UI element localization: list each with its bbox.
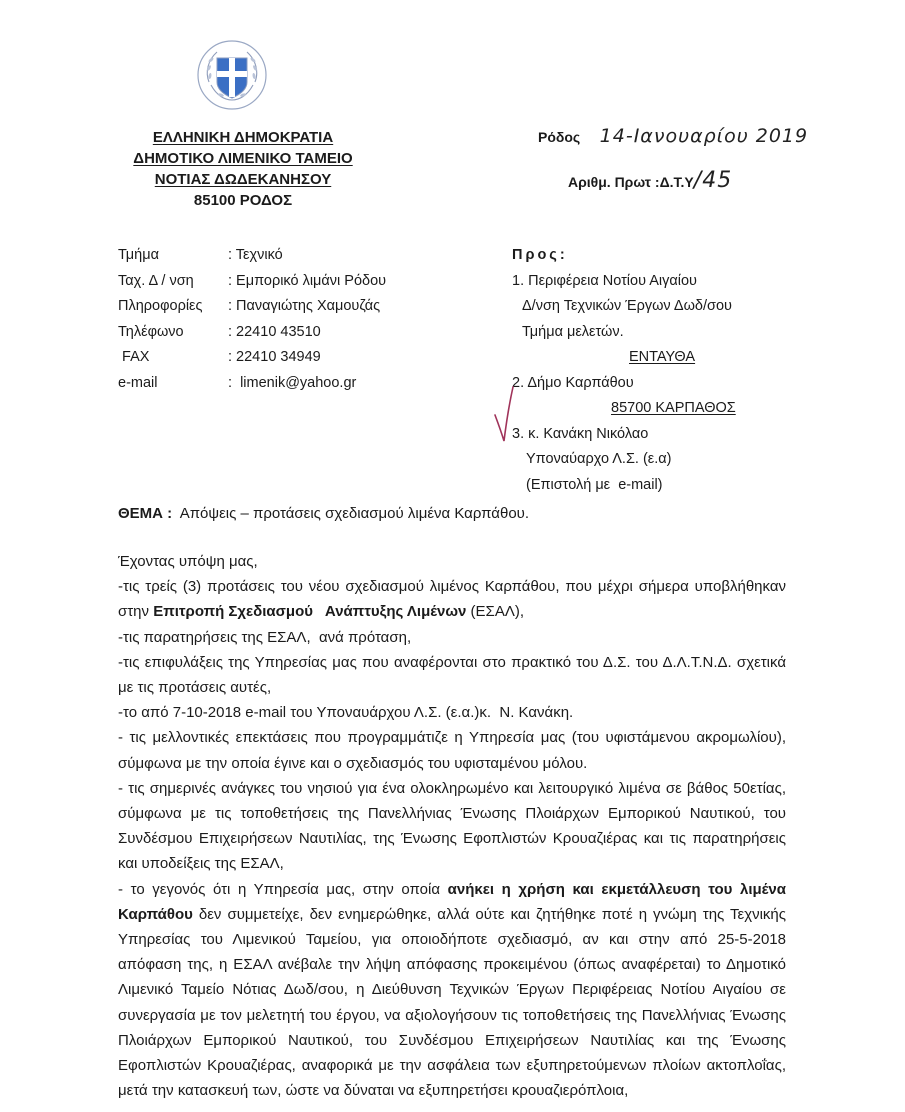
body-text: δεν συμμετείχε, δεν ενημερώθηκε, αλλά ούτε και ζητήθηκε ποτέ η γνώμη της Τεχνικής Υπηρεσίας του Λιμενικού Ταμείου, για οποιοδήποτε σχεδιασμό, αν και στην από 25-5-2018 απόφαση της, η ΕΣΑΛ ανέβαλε την λήψη απόφασης προκειμένου (όπως αναφέρεται) το Δημοτικό Λιμενικό Ταμείο Νότιας Δωδ/σου, η Διεύθυνση Τεχνικών Έργων Περιφέρειας Νοτίου Αιγαίου σε συνεργασία με τον μελετητή του έργου, να αξιολογήσουν τις τοποθετήσεις της Πανελλήνιας Ένωσης Πλοιάρχων Εμπορικού Ναυτικού, του Συνδέσμου Επιχειρήσεων Ναυτιλίας και της Ένωσης Εφοπλιστών Κρουαζιέρας, αναφορικά με την ασφάλεια των εξυπηρετούμενων πλοίων ακτοπλοΐας, μετά την κατασκευή των, ώστε να δύναται να εξυπηρετήσει κρουαζιερόπλοια, xyxy=(118,905,786,1100)
recipients-title: Προς: xyxy=(512,247,568,263)
recipient-2-line-1: 2. Δήμο Καρπάθου xyxy=(512,374,634,391)
info-value: : 22410 34949 xyxy=(228,349,321,365)
body-text: (ΕΣΑΛ), xyxy=(466,603,525,621)
org-postal: 85100 ΡΟΔΟΣ xyxy=(193,192,293,209)
body-paragraph-3: -τις επιφυλάξεις της Υπηρεσίας μας που αναφέρονται στο πρακτικό του Δ.Σ. του Δ.Λ.Τ.Ν.Δ. σχετικά με τις προτάσεις αυτές, xyxy=(118,653,786,697)
body-paragraph-5: - τις μελλοντικές επεκτάσεις που προγραμμάτιζε η Υπηρεσία μας (του υφιστάμενου ακρομωλίου), σύμφωνα με την οποία έγινε και ο σχεδιασμός του υφισταμένου μόλου. xyxy=(118,729,786,772)
body-paragraph-2: -τις παρατηρήσεις της ΕΣΑΛ, ανά πρόταση, xyxy=(118,628,412,646)
greek-coat-of-arms-icon xyxy=(195,38,269,112)
recipients xyxy=(512,243,736,498)
handwritten-date: 14-Ιανουαρίου 2019 xyxy=(599,125,809,147)
sender-info xyxy=(118,243,386,396)
place-label: Ρόδος xyxy=(538,129,581,145)
body-bold-text: Επιτροπή Σχεδιασμού Ανάπτυξης Λιμένων xyxy=(153,603,467,621)
info-row-email xyxy=(118,371,386,397)
info-row-contact xyxy=(118,294,386,320)
info-value: : limenik@yahoo.gr xyxy=(228,374,357,391)
body-bold-text: ανήκει η χρήση και εκμετάλλευση του λιμένα Καρπάθου xyxy=(118,880,786,923)
info-value: : Εμπορικό λιμάνι Ρόδου xyxy=(228,272,387,289)
info-label: FAX xyxy=(118,349,150,365)
place-date xyxy=(538,125,808,147)
protocol-label: Αριθμ. Πρωτ :Δ.Τ.Υ xyxy=(568,174,694,190)
info-row-department xyxy=(118,243,386,269)
body-paragraph-1 xyxy=(118,574,786,624)
info-row-phone xyxy=(118,320,386,346)
info-label: Τμήμα xyxy=(118,247,159,263)
recipient-1-line-2: Δ/νση Τεχνικών Έργων Δωδ/σου xyxy=(522,298,732,314)
info-value: : Τεχνικό xyxy=(228,247,283,263)
handwritten-checkmark-icon xyxy=(493,385,515,443)
info-label: Πληροφορίες xyxy=(118,298,203,314)
body-text: - το γεγονός ότι η Υπηρεσία μας, στην οποία xyxy=(118,880,448,898)
body-text: -τις τρείς (3) προτάσεις του νέου σχεδιασμού λιμένος Καρπάθου, που μέχρι σήμερα υποβλήθηκαν στην xyxy=(118,578,786,621)
body-paragraph-7 xyxy=(118,877,786,1104)
subject-text: Απόψεις – προτάσεις σχεδιασμού λιμένα Καρπάθου. xyxy=(179,505,530,522)
protocol-number xyxy=(568,168,732,193)
organization-header xyxy=(128,127,358,211)
info-value: : Παναγιώτης Χαμουζάς xyxy=(228,298,381,314)
recipient-2-destination: 85700 ΚΑΡΠΑΘΟΣ xyxy=(611,400,736,416)
info-label: Ταχ. Δ / νση xyxy=(118,272,194,289)
recipient-3-line-3: (Επιστολή με e-mail) xyxy=(526,476,663,493)
recipient-1-line-3: Τμήμα μελετών. xyxy=(522,323,624,340)
org-line-2: ΔΗΜΟΤΙΚΟ ΛΙΜΕΝΙΚΟ ΤΑΜΕΙΟ xyxy=(133,150,353,167)
recipient-3-line-2: Υποναύαρχο Λ.Σ. (ε.α) xyxy=(526,451,672,467)
recipient-1-destination: ΕΝΤΑΥΘΑ xyxy=(629,349,696,365)
handwritten-protocol-number: /45 xyxy=(693,168,733,193)
info-row-fax xyxy=(118,345,386,371)
org-line-3: ΝΟΤΙΑΣ ΔΩΔΕΚΑΝΗΣΟΥ xyxy=(154,171,332,188)
info-row-address xyxy=(118,269,386,295)
subject-label: ΘΕΜΑ : xyxy=(118,505,173,522)
org-line-1: ΕΛΛΗΝΙΚΗ ΔΗΜΟΚΡΑΤΙΑ xyxy=(152,129,334,146)
info-value: : 22410 43510 xyxy=(228,323,321,340)
letter-body xyxy=(118,549,786,1103)
info-label: Τηλέφωνο xyxy=(118,323,184,340)
body-paragraph-6: - τις σημερινές ανάγκες του νησιού για ένα ολοκληρωμένο και λειτουργικό λιμένα σε βάθος 50ετίας, σύμφωνα με τις τοποθετήσεις της Πανελλήνιας Ένωσης Πλοιάρχων Εμπορικού Ναυτικού, του Συνδέσμου Επιχειρήσεων Ναυτιλίας, της Ένωσης Εφοπλιστών Κρουαζιέρας και τις παρατηρήσεις και υποδείξεις της ΕΣΑΛ, xyxy=(118,779,786,873)
body-paragraph-4: -το από 7-10-2018 e-mail του Υποναυάρχου Λ.Σ. (ε.α.)κ. Ν. Κανάκη. xyxy=(118,704,574,722)
recipient-3-line-1: 3. κ. Κανάκη Νικόλαο xyxy=(512,425,649,442)
info-label: e-mail xyxy=(118,374,158,391)
subject-line xyxy=(118,505,529,522)
recipient-1-line-1: 1. Περιφέρεια Νοτίου Αιγαίου xyxy=(512,272,697,289)
body-intro: Έχοντας υπόψη μας, xyxy=(118,553,258,570)
